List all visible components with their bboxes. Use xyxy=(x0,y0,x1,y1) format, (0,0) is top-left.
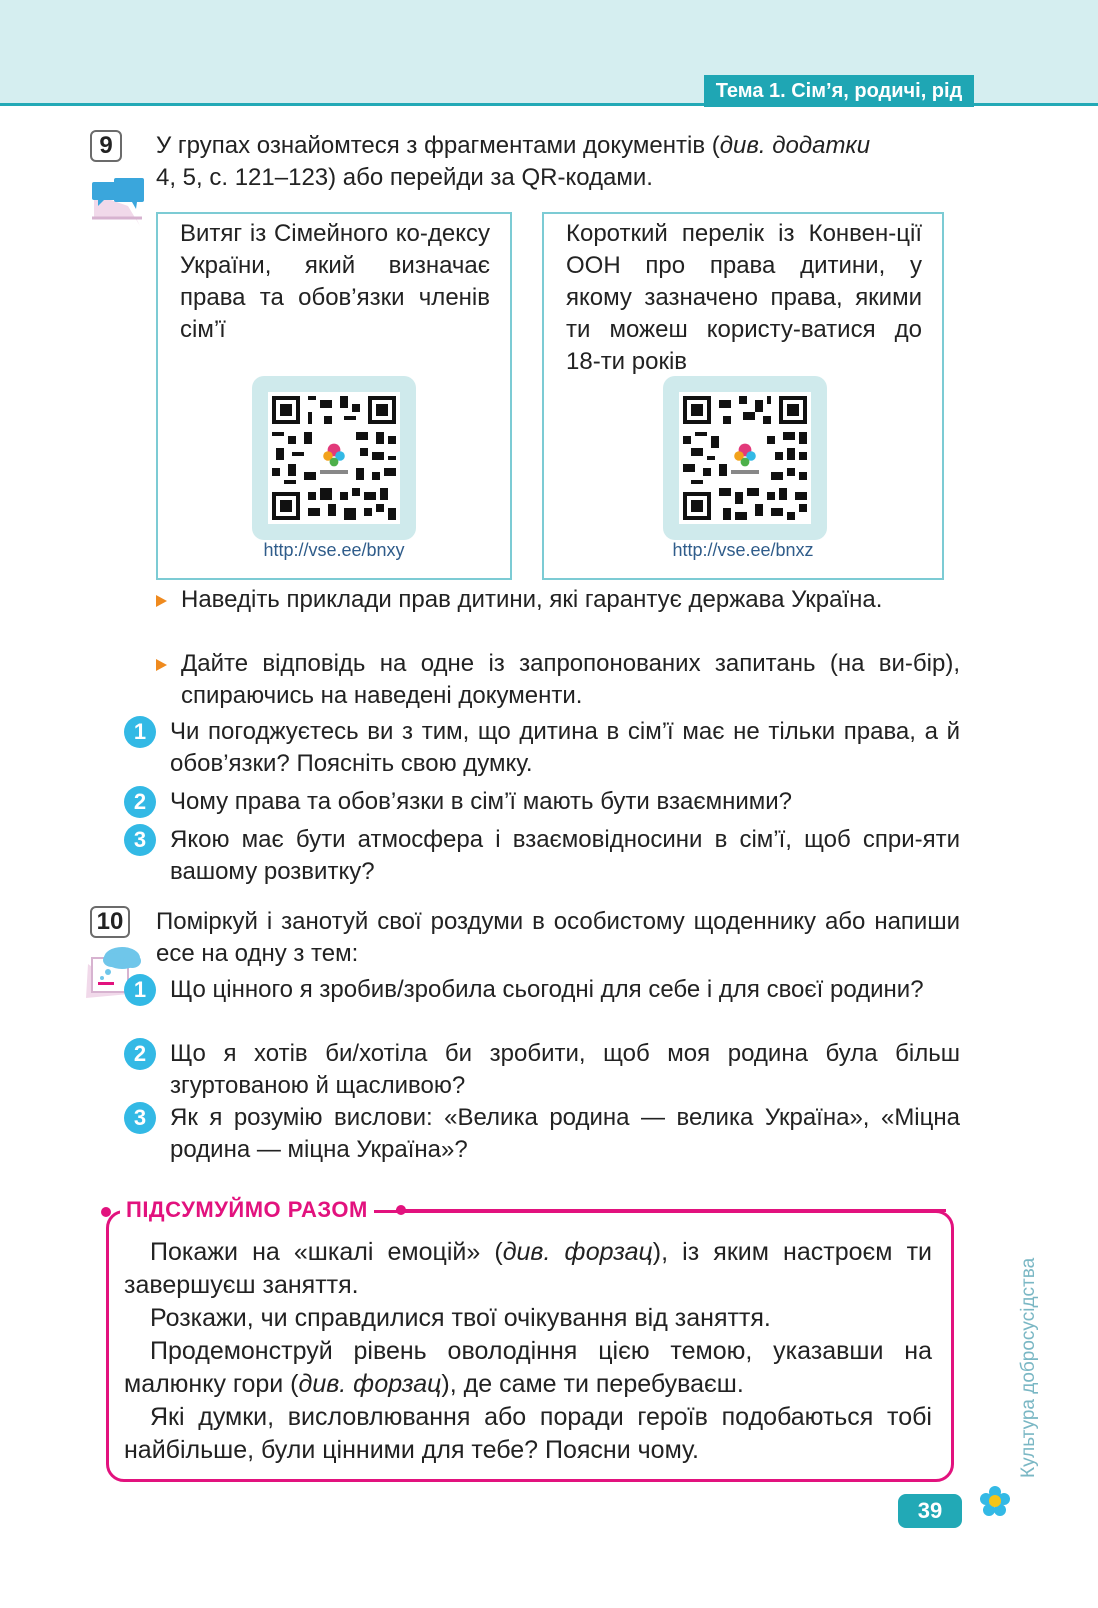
number-badge: 2 xyxy=(124,786,156,818)
topic-tab: Тема 1. Сім’я, родичі, рід xyxy=(704,75,974,107)
document-link-bnxy[interactable]: http://vse.ee/bnxy xyxy=(263,540,405,560)
document-card-text: Короткий перелік із Конвен-ції ООН про права дитини, у якому зазначено права, якими ти можеш користу-ватися до 18-ти років xyxy=(566,220,922,375)
bullet-arrow-icon xyxy=(156,659,167,671)
side-label: Культура добросусідства xyxy=(1018,1257,1039,1478)
list-item: 1 Що цінного я зробив/зробила сьогодні для себе і для своєї родини? xyxy=(124,974,960,1006)
list-item: Дайте відповідь на одне із запропонованих запитань (на ви-бір), спираючись на наведені документи. xyxy=(156,648,960,712)
summary-title: ПІДСУМУЙМО РАЗОМ xyxy=(120,1196,374,1224)
chat-bubbles-icon xyxy=(88,176,148,233)
list-item: 2 Що я хотів би/хотіла би зробити, щоб моя родина була більш згуртованою й щасливою? xyxy=(124,1038,960,1102)
task-number-9: 9 xyxy=(90,130,122,162)
list-item: 3 Якою має бути атмосфера і взаємовідносини в сім’ї, щоб спри-яти вашому розвитку? xyxy=(124,824,960,888)
document-card-text: Витяг із Сімейного ко-дексу України, який визначає права та обов’язки членів сім’ї xyxy=(180,220,490,343)
list-item: 3 Як я розумію вислови: «Велика родина — велика Україна», «Міцна родина — міцна Україна»? xyxy=(124,1102,960,1166)
number-badge: 1 xyxy=(124,974,156,1006)
document-card-family-code xyxy=(156,212,512,580)
summary-title-line xyxy=(396,1209,946,1212)
number-badge: 1 xyxy=(124,716,156,748)
task-number-10: 10 xyxy=(90,906,130,938)
document-card-un-convention xyxy=(542,212,944,580)
qr-code-icon[interactable] xyxy=(663,376,827,540)
document-link-bnxz[interactable]: http://vse.ee/bnxz xyxy=(672,540,814,560)
summary-text: Покажи на «шкалі емоцій» (див. форзац), із яким настроєм ти завершуєш заняття. Розкажи, чи справдилися твої очікування від заняття. Продемонструй рівень оволодіння цією темою, указавши на малюнку гори (див. форзац), де саме ти перебуваєш. Які думки, висловлювання або поради героїв подобаються тобі найбільше, були цінними для тебе? Поясни чому. xyxy=(124,1238,933,1464)
list-item: 2 Чому права та обов’язки в сім’ї мають бути взаємними? xyxy=(124,786,960,818)
number-badge: 2 xyxy=(124,1038,156,1070)
list-item: 1 Чи погоджуєтесь ви з тим, що дитина в сім’ї має не тільки права, а й обов’язки? Поясніть свою думку. xyxy=(124,716,960,780)
summary-dot-left xyxy=(101,1207,111,1217)
list-item: Наведіть приклади прав дитини, які гарантує держава Україна. xyxy=(156,584,960,616)
flower-icon xyxy=(978,1484,1012,1523)
task9-intro: У групах ознайомтеся з фрагментами документів (див. додатки 4, 5, с. 121–123) або перейди за QR-кодами. xyxy=(156,132,871,191)
number-badge: 3 xyxy=(124,1102,156,1134)
page-number: 39 xyxy=(898,1494,962,1528)
number-badge: 3 xyxy=(124,824,156,856)
bullet-arrow-icon xyxy=(156,595,167,607)
qr-code-icon[interactable] xyxy=(252,376,416,540)
task10-intro: Поміркуй і занотуй свої роздуми в особистому щоденнику або напиши есе на одну з тем: xyxy=(156,908,960,967)
summary-dot-right xyxy=(396,1205,406,1215)
